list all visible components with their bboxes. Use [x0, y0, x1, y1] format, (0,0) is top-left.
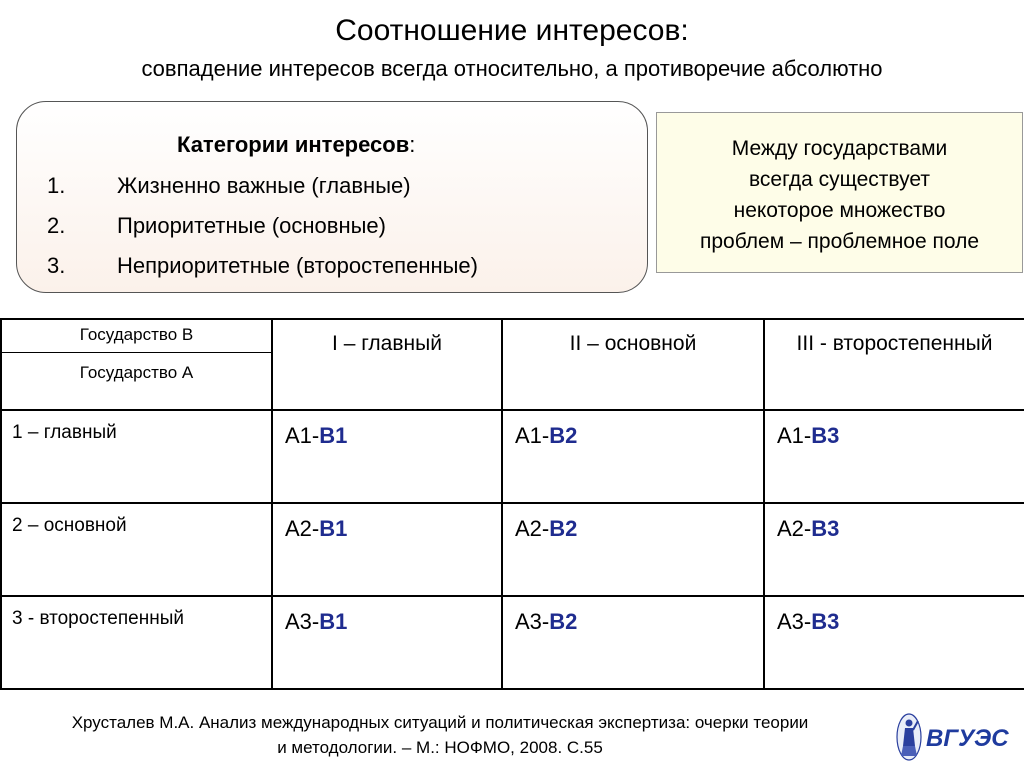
pair-cell	[764, 410, 1024, 503]
pair-b: В2	[549, 516, 578, 541]
pair-b: В3	[811, 516, 840, 541]
logo-text: ВГУЭС	[926, 725, 1009, 752]
pair-a: А2-	[285, 516, 320, 541]
pair-b: В1	[319, 516, 348, 541]
row-header: 1 – главный	[1, 410, 272, 503]
note-line: некоторое множество	[733, 199, 946, 222]
column-header: III - второстепенный	[764, 319, 1024, 410]
pair-b: В3	[811, 423, 840, 448]
category-text: Жизненно важные (главные)	[117, 173, 411, 198]
category-number: 3.	[47, 253, 66, 278]
category-number: 1.	[47, 173, 66, 198]
table-header-row	[1, 319, 1024, 410]
pair-cell	[502, 596, 764, 689]
column-header: I – главный	[272, 319, 502, 410]
row-header: 3 - второстепенный	[1, 596, 272, 689]
category-text: Приоритетные (основные)	[117, 213, 386, 238]
state-b-label: Государство В	[2, 320, 271, 353]
table-row	[1, 410, 1024, 503]
column-header: II – основной	[502, 319, 764, 410]
pair-a: А3-	[515, 609, 550, 634]
category-item-2	[47, 212, 386, 240]
table-row	[1, 503, 1024, 596]
pair-a: А2-	[777, 516, 812, 541]
pair-cell	[502, 503, 764, 596]
pair-a: А1-	[285, 423, 320, 448]
pair-a: А3-	[285, 609, 320, 634]
pair-cell	[764, 596, 1024, 689]
category-item-3	[47, 252, 478, 280]
slide-subtitle: совпадение интересов всегда относительно, а противоречие абсолютно	[141, 56, 883, 81]
pair-a: А3-	[777, 609, 812, 634]
pair-b: В2	[549, 609, 578, 634]
pair-b: В2	[549, 423, 578, 448]
pair-cell	[764, 503, 1024, 596]
pair-b: В1	[319, 609, 348, 634]
university-logo	[894, 712, 1020, 762]
category-text: Неприоритетные (второстепенные)	[117, 253, 478, 278]
note-line: Между государствами	[731, 137, 948, 160]
category-number: 2.	[47, 213, 66, 238]
pair-a: А1-	[777, 423, 812, 448]
pair-b: В1	[319, 423, 348, 448]
pair-cell	[272, 410, 502, 503]
categories-heading-suffix: :	[409, 132, 416, 157]
note-line: всегда существует	[749, 168, 930, 191]
pair-cell	[272, 596, 502, 689]
pair-a: А2-	[515, 516, 550, 541]
state-a-label: Государство А	[79, 363, 194, 382]
pair-cell	[272, 503, 502, 596]
table-row	[1, 596, 1024, 689]
categories-heading-text: Категории интересов	[177, 132, 410, 157]
problem-field-note	[656, 112, 1023, 273]
row-header: 2 – основной	[1, 503, 272, 596]
category-item-1	[47, 172, 411, 200]
interests-matrix-table	[0, 318, 1024, 690]
pair-cell	[502, 410, 764, 503]
pair-b: В3	[811, 609, 840, 634]
note-line: проблем – проблемное поле	[699, 230, 980, 253]
citation-footer	[0, 710, 880, 760]
pair-a: А1-	[515, 423, 550, 448]
citation-line-2: и методологии. – М.: НОФМО, 2008. С.55	[277, 738, 603, 757]
citation-line-1: Хрусталев М.А. Анализ международных ситуаций и политическая экспертиза: очерки теории	[71, 713, 809, 732]
table-corner-cell	[1, 319, 272, 410]
categories-box	[16, 101, 648, 293]
statue-icon	[894, 712, 1020, 762]
categories-heading	[177, 132, 415, 158]
slide-title: Соотношение интересов:	[335, 14, 689, 47]
